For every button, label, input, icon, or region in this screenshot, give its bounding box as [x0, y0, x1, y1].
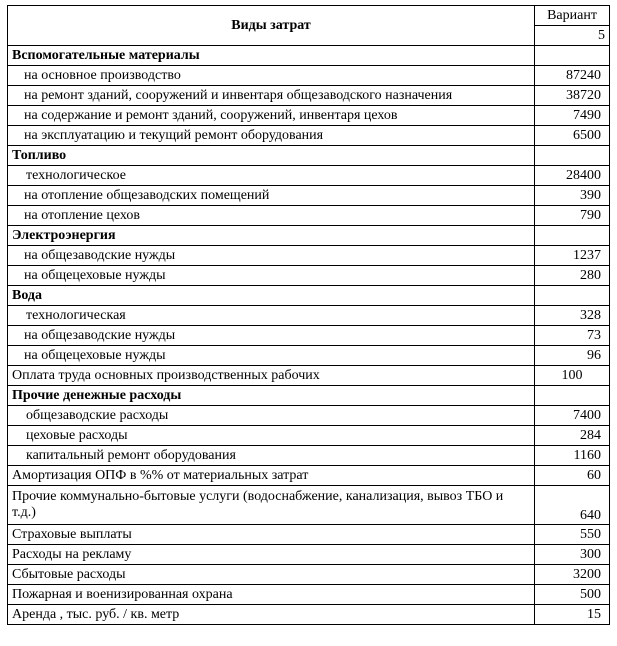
table-row	[8, 226, 610, 246]
table-row	[8, 206, 610, 226]
row-value	[535, 46, 610, 66]
group-label: Вода	[8, 286, 535, 306]
row-label: Оплата труда основных производственных рабочих	[8, 366, 535, 386]
row-value: 284	[535, 426, 610, 446]
row-label: Расходы на рекламу	[8, 545, 535, 565]
table-row	[8, 166, 610, 186]
row-label: общезаводские расходы	[8, 406, 535, 426]
table-row	[8, 585, 610, 605]
row-value: 100	[535, 366, 610, 386]
table-row	[8, 545, 610, 565]
table-row	[8, 246, 610, 266]
table-row	[8, 605, 610, 625]
row-label: на отопление цехов	[8, 206, 535, 226]
row-value: 640	[535, 486, 610, 525]
table-row	[8, 326, 610, 346]
row-value: 15	[535, 605, 610, 625]
table-row	[8, 126, 610, 146]
table-row	[8, 286, 610, 306]
row-label: технологическое	[8, 166, 535, 186]
row-label: цеховые расходы	[8, 426, 535, 446]
table-row	[8, 446, 610, 466]
row-value: 73	[535, 326, 610, 346]
row-value: 60	[535, 466, 610, 486]
row-value: 550	[535, 525, 610, 545]
table-row	[8, 466, 610, 486]
table-row	[8, 186, 610, 206]
table-row	[8, 66, 610, 86]
row-value: 328	[535, 306, 610, 326]
row-label: технологическая	[8, 306, 535, 326]
header-variant-number: 5	[535, 26, 610, 46]
table-row	[8, 306, 610, 326]
table-row	[8, 426, 610, 446]
row-value: 87240	[535, 66, 610, 86]
row-label: Прочие коммунально-бытовые услуги (водоснабжение, канализация, вывоз ТБО и т.д.)	[8, 486, 535, 525]
row-value: 96	[535, 346, 610, 366]
table-row	[8, 406, 610, 426]
table-row	[8, 346, 610, 366]
row-label: Пожарная и военизированная охрана	[8, 585, 535, 605]
row-value: 300	[535, 545, 610, 565]
row-value	[535, 226, 610, 246]
row-value: 7490	[535, 106, 610, 126]
group-label: Топливо	[8, 146, 535, 166]
table-row	[8, 486, 610, 525]
cost-table	[7, 5, 610, 625]
row-label: на отопление общезаводских помещений	[8, 186, 535, 206]
row-label: Амортизация ОПФ в %% от материальных затрат	[8, 466, 535, 486]
header-variant: Вариант	[535, 6, 610, 26]
row-value: 500	[535, 585, 610, 605]
row-label: на общезаводские нужды	[8, 246, 535, 266]
table-row	[8, 266, 610, 286]
row-value: 1237	[535, 246, 610, 266]
row-label: на ремонт зданий, сооружений и инвентаря общезаводского назначения	[8, 86, 535, 106]
row-value	[535, 386, 610, 406]
row-label: на общезаводские нужды	[8, 326, 535, 346]
row-label: на общецеховые нужды	[8, 346, 535, 366]
row-value	[535, 146, 610, 166]
row-label: Сбытовые расходы	[8, 565, 535, 585]
table-row	[8, 86, 610, 106]
row-label: на содержание и ремонт зданий, сооружений, инвентаря цехов	[8, 106, 535, 126]
table-row	[8, 525, 610, 545]
table-row	[8, 366, 610, 386]
group-label: Электроэнергия	[8, 226, 535, 246]
table-header-row	[8, 6, 610, 26]
table-row	[8, 46, 610, 66]
table-row	[8, 146, 610, 166]
row-value: 28400	[535, 166, 610, 186]
row-label: Аренда , тыс. руб. / кв. метр	[8, 605, 535, 625]
row-label: Страховые выплаты	[8, 525, 535, 545]
row-value: 3200	[535, 565, 610, 585]
row-value: 7400	[535, 406, 610, 426]
row-value: 790	[535, 206, 610, 226]
table-row	[8, 565, 610, 585]
row-label: на общецеховые нужды	[8, 266, 535, 286]
row-value: 280	[535, 266, 610, 286]
row-value	[535, 286, 610, 306]
row-value: 1160	[535, 446, 610, 466]
table-row	[8, 106, 610, 126]
row-label: капитальный ремонт оборудования	[8, 446, 535, 466]
row-value: 38720	[535, 86, 610, 106]
row-value: 6500	[535, 126, 610, 146]
group-label: Прочие денежные расходы	[8, 386, 535, 406]
row-label: на основное производство	[8, 66, 535, 86]
row-label: на эксплуатацию и текущий ремонт оборудования	[8, 126, 535, 146]
group-label: Вспомогательные материалы	[8, 46, 535, 66]
row-value: 390	[535, 186, 610, 206]
table-row	[8, 386, 610, 406]
header-cost-types: Виды затрат	[8, 6, 535, 46]
